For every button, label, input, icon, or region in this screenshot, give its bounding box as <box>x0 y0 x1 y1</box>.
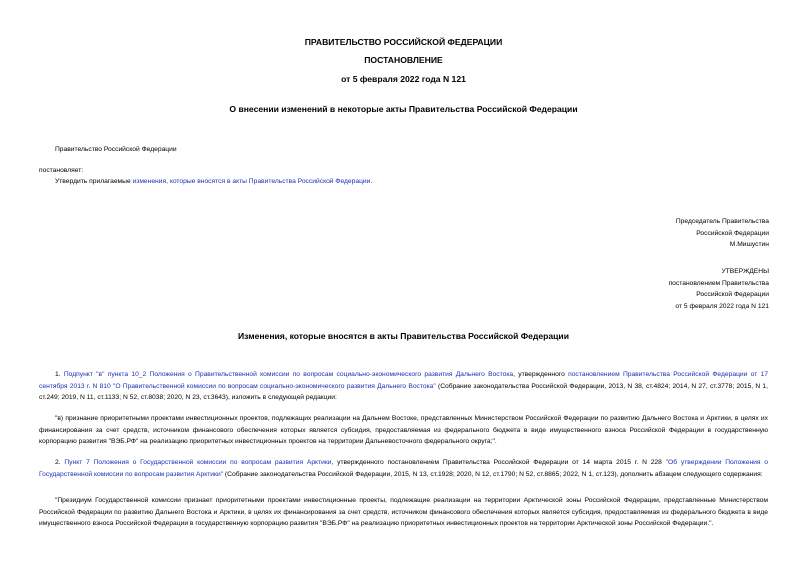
item-1 <box>39 369 768 404</box>
approved-word: УТВЕРЖДЕНЫ <box>721 268 769 275</box>
document-title: О внесении изменений в некоторые акты Правительства Российской Федерации <box>229 104 578 114</box>
approved-block <box>669 266 769 312</box>
approve-suffix: . <box>370 178 373 185</box>
signature-name: М.Мишустин <box>729 241 769 249</box>
changes-link[interactable]: изменения, которые вносятся в акты Правительства Российской Федерации <box>132 178 371 185</box>
item-1-link-resolution[interactable]: постановлением Правительства Российской Федерации от 17 сентября 2013 г. N 810 "О Правительственной комиссии по вопросам социально-экономического развития Дальнего Востока" <box>39 371 768 390</box>
signature-block <box>676 216 769 251</box>
government-line: Правительство Российской Федерации <box>55 146 177 153</box>
item-2-text-1: , утвержденного постановлением Правительства Российской Федерации от 14 марта 2015 г. N 228 <box>331 459 666 466</box>
item-2-link-resolution[interactable]: "Об утверждении Положения о Государственной комиссии по вопросам развития Арктики" <box>39 459 769 478</box>
doc-type-heading: ПОСТАНОВЛЕНИЕ <box>364 55 443 65</box>
approve-paragraph <box>55 176 372 188</box>
item-2-text-2: (Собрание законодательства Российской Федерации, 2015, N 13, ст.1928; 2020, N 12, ст.1790; N 52, ст.8865; 2022, N 1, ст.123), дополнить абзацем следующего содержания: <box>223 470 763 478</box>
org-heading: ПРАВИТЕЛЬСТВО РОССИЙСКОЙ ФЕДЕРАЦИИ <box>304 37 503 47</box>
item-1-link-subclause[interactable]: Подпункт "в" пункта 10_2 Положения о Правительственной комиссии по вопросам социально-экономического развития Дальнего Востока <box>63 371 514 378</box>
signature-country: Российской Федерации <box>696 229 769 237</box>
approve-prefix: Утвердить прилагаемые <box>55 178 133 185</box>
item-1-text-1: , утвержденного <box>513 371 569 378</box>
item-2 <box>39 457 768 480</box>
date-number-heading: от 5 февраля 2022 года N 121 <box>341 74 466 84</box>
approved-country: Российской Федерации <box>696 291 769 299</box>
item-2-quote: "Президиум Государственной комиссии признает приоритетными проектами инвестиционные проекты, подлежащие реализации на территории Арктической зоны Российской Федерации, представленные Министерством Российской Федерации по развитию Дальнего Востока и Арктики, в целях их финансирования за счет средств, источником финансового обеспечения которых является субсидия, предоставляемая из федерального бюджета в виде имущественного взноса Российской Федерации в государственную корпорацию развития "ВЭБ.РФ" на реализацию приоритетных инвестиционных проектов на территории Арктической зоны Российской Федерации.". <box>39 497 768 528</box>
item-2-link-clause[interactable]: Пункт 7 Положения о Государственной комиссии по вопросам развития Арктики <box>64 459 332 466</box>
approved-by: постановлением Правительства <box>668 279 769 287</box>
item-1-number: 1. <box>55 371 64 378</box>
item-2-number: 2. <box>55 459 65 466</box>
item-1-quote: "в) признание приоритетными проектами инвестиционных проектов, подлежащих реализации на Дальнем Востоке, представленных Министерством Российской Федерации по развитию Дальнего Востока и Арктики, в целях их финансирования за счет средств, источником финансового обеспечения которых является субсидия, предоставляемая из федерального бюджета в виде имущественного взноса Российской Федерации в государственную корпорацию развития "ВЭБ.РФ" на реализацию приоритетных инвестиционных проектов на территории Дальневосточного федерального округа;". <box>39 415 768 446</box>
approved-date: от 5 февраля 2022 года N 121 <box>675 302 769 310</box>
signature-position: Председатель Правительства <box>675 218 769 225</box>
item-1-text-2: (Собрание законодательства Российской Федерации, 2013, N 38, ст.4824; 2014, N 27, ст.3778; 2015, N 1, ст.249; 2019, N 11, ст.1133; N 52, ст.8038; 2020, N 23, ст.3643), изложить в следующей редакции: <box>39 382 768 402</box>
resolves-line: постановляет: <box>39 167 84 174</box>
changes-title: Изменения, которые вносятся в акты Правительства Российской Федерации <box>237 331 569 341</box>
